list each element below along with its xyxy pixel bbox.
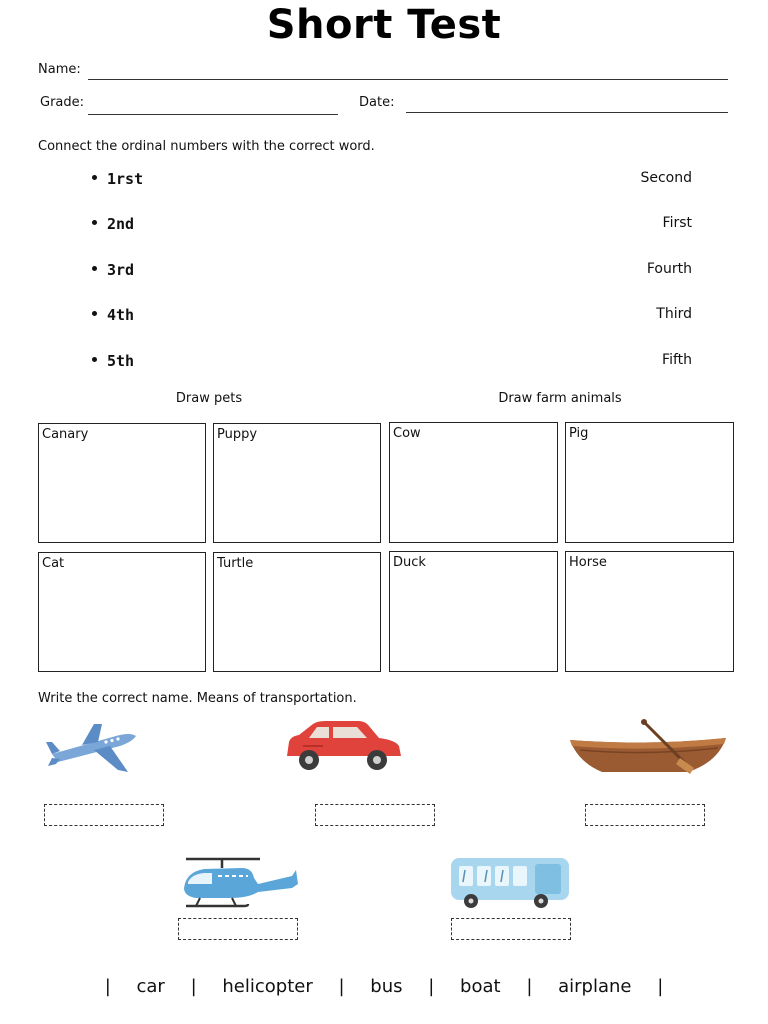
answer-box-boat[interactable]: [585, 804, 705, 826]
draw-box-label: Pig: [569, 426, 589, 441]
draw-box-puppy[interactable]: [213, 423, 381, 543]
draw-box-canary[interactable]: [38, 423, 206, 543]
ordinal-number[interactable]: 5th: [92, 352, 134, 370]
airplane-image: [46, 718, 141, 778]
grade-line[interactable]: [88, 114, 338, 115]
date-line[interactable]: [406, 112, 728, 113]
ordinal-row-2: [92, 215, 692, 239]
bullet-icon: [92, 266, 97, 271]
draw-box-cat[interactable]: [38, 552, 206, 672]
draw-box-label: Duck: [393, 555, 426, 570]
date-label: Date:: [359, 95, 395, 110]
bullet-icon: [92, 357, 97, 362]
word-bank-separator: |: [338, 976, 345, 997]
farm-heading: Draw farm animals: [498, 391, 622, 406]
word-bank-separator: |: [657, 976, 664, 997]
name-label: Name:: [38, 62, 81, 77]
ordinal-number[interactable]: 3rd: [92, 261, 134, 279]
page-title: Short Test: [266, 2, 502, 48]
word-bank-separator: |: [190, 976, 197, 997]
transport-instruction: Write the correct name. Means of transportation.: [38, 691, 357, 706]
draw-box-label: Cat: [42, 556, 65, 571]
ordinal-word[interactable]: Second: [640, 170, 692, 186]
answer-box-bus[interactable]: [451, 918, 571, 940]
name-line[interactable]: [88, 79, 728, 80]
bullet-icon: [92, 175, 97, 180]
word-bank-item: helicopter: [222, 976, 313, 997]
car-image: [283, 718, 403, 774]
bullet-icon: [92, 311, 97, 316]
ordinal-row-5: [92, 352, 692, 376]
answer-box-airplane[interactable]: [44, 804, 164, 826]
word-bank: [0, 976, 768, 997]
pets-heading: Draw pets: [175, 391, 243, 406]
word-bank-item: car: [136, 976, 165, 997]
draw-box-label: Puppy: [217, 427, 258, 442]
ordinals-instruction: Connect the ordinal numbers with the correct word.: [38, 139, 375, 154]
helicopter-image: [178, 854, 300, 912]
boat-image: [568, 718, 728, 778]
ordinal-word[interactable]: Fourth: [646, 261, 692, 277]
draw-box-label: Cow: [393, 426, 421, 441]
answer-box-helicopter[interactable]: [178, 918, 298, 940]
ordinal-row-4: [92, 306, 692, 330]
ordinal-number[interactable]: 1rst: [92, 170, 143, 188]
word-bank-item: bus: [370, 976, 403, 997]
ordinal-number[interactable]: 2nd: [92, 215, 134, 233]
draw-box-pig[interactable]: [565, 422, 734, 543]
grade-label: Grade:: [40, 95, 85, 110]
word-bank-separator: |: [104, 976, 111, 997]
word-bank-item: airplane: [558, 976, 632, 997]
word-bank-separator: |: [526, 976, 533, 997]
ordinal-row-1: [92, 170, 692, 194]
draw-box-label: Canary: [42, 427, 89, 442]
ordinal-number[interactable]: 4th: [92, 306, 134, 324]
ordinal-word[interactable]: Third: [656, 306, 692, 322]
ordinal-word[interactable]: First: [662, 215, 692, 231]
ordinal-word[interactable]: Fifth: [662, 352, 692, 368]
draw-box-label: Turtle: [217, 556, 254, 571]
draw-box-horse[interactable]: [565, 551, 734, 672]
answer-box-car[interactable]: [315, 804, 435, 826]
bus-image: [447, 854, 573, 912]
bullet-icon: [92, 220, 97, 225]
draw-box-duck[interactable]: [389, 551, 558, 672]
ordinal-row-3: [92, 261, 692, 285]
draw-box-turtle[interactable]: [213, 552, 381, 672]
word-bank-item: boat: [460, 976, 501, 997]
draw-box-label: Horse: [569, 555, 607, 570]
word-bank-separator: |: [428, 976, 435, 997]
draw-box-cow[interactable]: [389, 422, 558, 543]
